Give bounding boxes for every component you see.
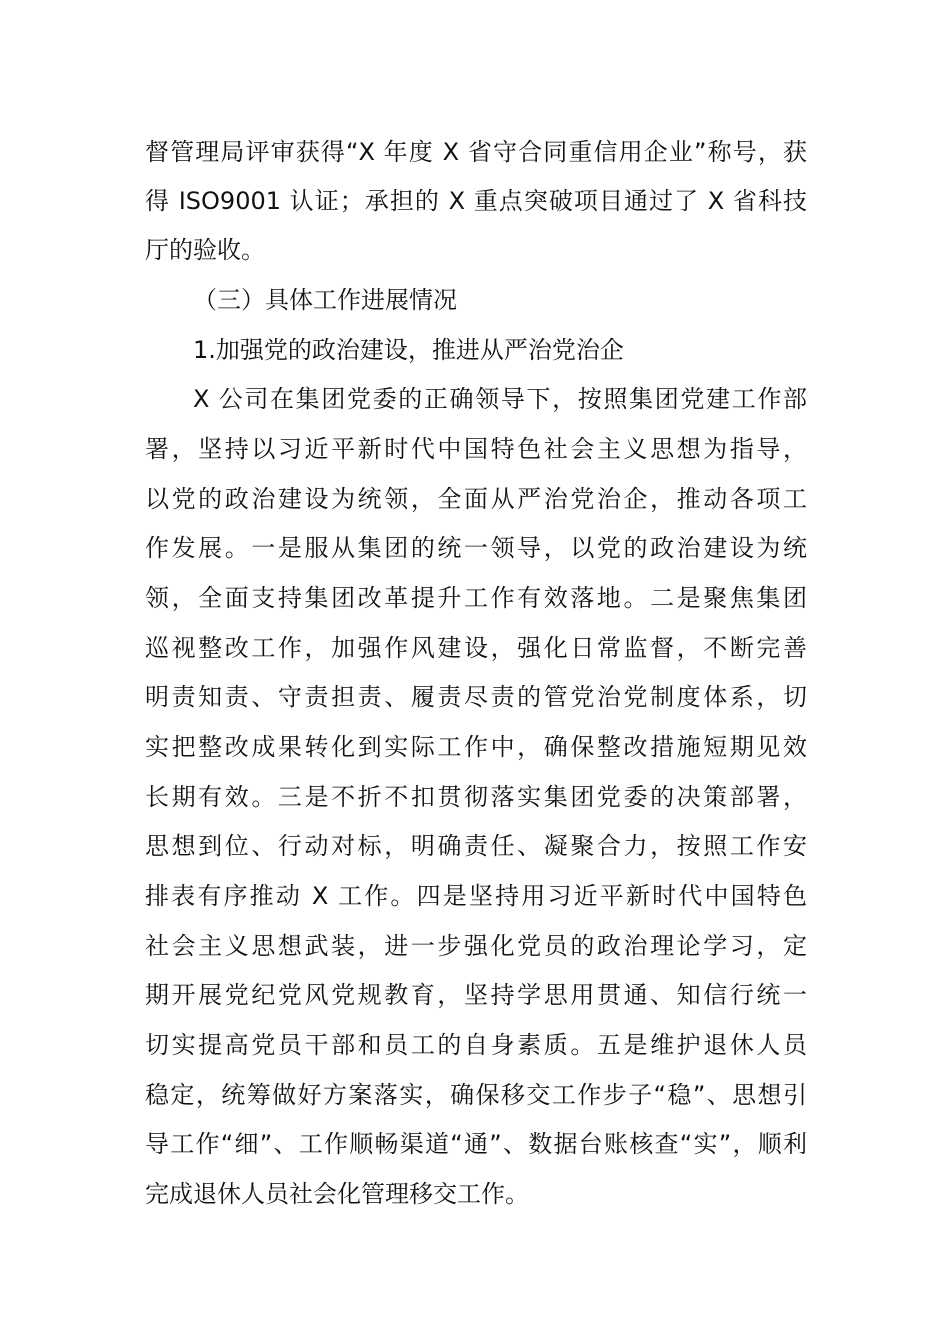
text-line: 社会主义思想武装，进一步强化党员的政治理论学习，定 [145,932,807,960]
text-line: 排表有序推动 X 工作。四是坚持用习近平新时代中国特色 [145,882,807,910]
subsection-heading: 1.加强党的政治建设，推进从严治党治企 [193,336,624,364]
text-line: 署，坚持以习近平新时代中国特色社会主义思想为指导， [145,435,807,463]
text-line: 思想到位、行动对标，明确责任、凝聚合力，按照工作安 [145,832,807,860]
text-line: 期开展党纪党风党规教育，坚持学思用贯通、知信行统一 [145,981,807,1009]
text-line: 督管理局评审获得“X 年度 X 省守合同重信用企业”称号，获 [145,138,807,166]
text-line: 切实提高党员干部和员工的自身素质。五是维护退休人员 [145,1031,807,1059]
text-line: 导工作“细”、工作顺畅渠道“通”、数据台账核查“实”，顺利 [145,1130,807,1158]
section-heading: （三）具体工作进展情况 [193,286,457,314]
text-line: 领，全面支持集团改革提升工作有效落地。二是聚焦集团 [145,584,807,612]
text-line: 稳定，统筹做好方案落实，确保移交工作步子“稳”、思想引 [145,1081,807,1109]
text-line: 完成退休人员社会化管理移交工作。 [145,1180,529,1208]
text-line: 巡视整改工作，加强作风建设，强化日常监督，不断完善 [145,634,807,662]
text-line: 以党的政治建设为统领，全面从严治党治企，推动各项工 [145,485,807,513]
text-line: X 公司在集团党委的正确领导下，按照集团党建工作部 [193,385,807,413]
text-line: 长期有效。三是不折不扣贯彻落实集团党委的决策部署， [145,783,807,811]
text-line: 明责知责、守责担责、履责尽责的管党治党制度体系，切 [145,683,807,711]
text-line: 得 ISO9001 认证；承担的 X 重点突破项目通过了 X 省科技 [145,187,807,215]
text-line: 作发展。一是服从集团的统一领导，以党的政治建设为统 [145,534,807,562]
text-line: 厅的验收。 [145,236,265,264]
text-line: 实把整改成果转化到实际工作中，确保整改措施短期见效 [145,733,807,761]
